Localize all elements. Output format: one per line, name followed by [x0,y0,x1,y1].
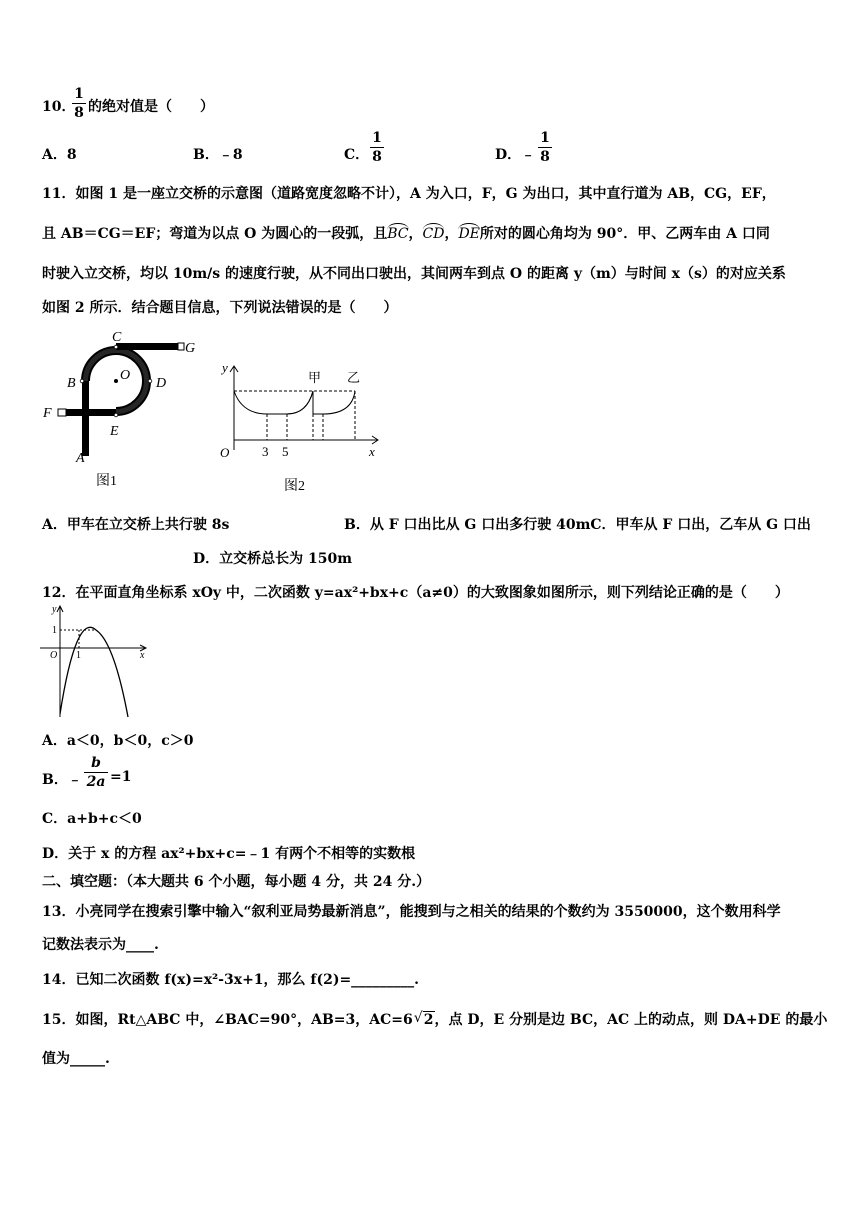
label-yi: 乙 [347,370,361,385]
label-c: C [112,330,122,345]
parabola-curve [60,627,128,717]
q15-line-1 [42,1009,827,1029]
label-a: A [76,451,85,466]
arc-bc: BC [387,226,409,242]
axis-label-x: x [140,650,145,661]
label-d: D [156,376,167,391]
q10-fraction [72,86,86,121]
tick-y-1: 1 [52,625,57,636]
q10-option-c-fraction [370,130,384,165]
q14-text: 14．已知二次函数 f(x)=x²-3x+1，那么 f(2)=_________. [42,972,420,988]
road-cg [116,343,178,350]
q12-option-d: D．关于 x 的方程 ax²+bx+c=﹣1 有两个不相等的实数根 [42,846,416,862]
q12-option-a: A．a＜0，b＜0，c＞0 [42,733,194,749]
figure-1-caption: 图1 [96,474,117,489]
tick-5: 5 [282,444,289,459]
separator: ， [408,226,423,242]
q11-option-a: A．甲车在立交桥上共行驶 8s [42,517,230,533]
figure-2-graph [212,358,392,498]
numerator: 1 [540,130,550,146]
q11-line-2-b: 所对的圆心角均为 90°．甲、乙两车由 A 口同 [479,226,770,242]
q10-option-d-fraction [538,130,552,165]
arc-de: DE [458,226,480,242]
fraction-bar [72,103,86,104]
label-b: B [67,376,76,391]
q10-option-b: B．﹣8 [193,147,243,163]
q11-line-2 [42,223,770,243]
label-g: G [185,341,196,356]
q15-line-2: 值为_____. [42,1051,110,1067]
numerator: 1 [372,130,382,146]
denominator: 8 [540,149,550,165]
q15-line-1-a: 15．如图，Rt△ABC 中，∠BAC=90°，AB=3，AC=6 [42,1012,413,1028]
fraction-bar [538,147,552,148]
numerator: b [91,755,101,771]
q10-option-a: A．8 [42,147,77,163]
label-f: F [43,406,52,421]
q12-option-b-label: B．﹣ [42,772,82,788]
q11-line-2-a: 且 AB＝CG＝EF；弯道为以点 O 为圆心的一段弧，且 [42,226,388,242]
q11-option-d: D．立交桥总长为 150m [193,551,353,567]
figure-1-interchange [36,325,206,495]
axis-label-y: y [52,604,57,615]
separator: ， [444,226,459,242]
road-ab [82,381,89,456]
fraction-bar [84,772,108,773]
q12-parabola-figure [36,602,156,720]
axis-label-y: y [222,360,228,375]
q10-numerator: 1 [74,86,84,102]
section-2-heading: 二、填空题：（本大题共 6 个小题，每小题 4 分，共 24 分.） [42,874,431,890]
q12-stem: 12．在平面直角坐标系 xOy 中，二次函数 y=ax²+bx+c（a≠0）的大致图象如图所示，则下列结论正确的是（ ） [42,585,789,601]
sqrt-symbol: √ 2 [413,1010,434,1028]
q12-option-b-fraction [84,755,108,790]
fraction-bar [370,147,384,148]
denominator: 2a [86,774,106,790]
tick-x-1: 1 [76,650,81,661]
sqrt-radicand: 2 [423,1012,434,1028]
axis-label-x: x [369,444,375,459]
q11-option-b-c: B．从 F 口出比从 G 口出多行驶 40mC．甲车从 F 口出，乙车从 G 口出 [344,517,811,533]
figure-2-caption: 图2 [284,479,305,494]
label-e: E [110,424,119,439]
q11-line-4: 如图 2 所示．结合题目信息，下列说法错误的是（ ） [42,300,398,316]
q12-option-b-tail: =1 [110,769,132,785]
label-o: O [120,368,131,383]
q13-line-2: 记数法表示为____. [42,937,159,953]
q10-number: 10． [42,99,76,115]
q15-line-1-b: ，点 D，E 分别是边 BC，AC 上的动点，则 DA+DE 的最小 [434,1012,828,1028]
origin-label: O [50,650,58,661]
q10-option-c-label: C． [344,147,370,163]
origin-label: O [220,445,230,460]
q10-denominator: 8 [74,105,84,121]
q10-stem: 的绝对值是（ ） [88,99,214,115]
q12-option-c: C．a+b+c＜0 [42,811,142,827]
q10-option-d-label: D．﹣ [495,147,536,163]
arc-cd: CD [422,226,445,242]
tick-3: 3 [262,444,269,459]
label-jia: 甲 [308,370,322,385]
q13-line-1: 13．小亮同学在搜索引擎中输入“叙利亚局势最新消息”，能搜到与之相关的结果的个数约为 3550000，这个数用科学 [42,904,781,920]
denominator: 8 [372,149,382,165]
road-ef [58,409,116,416]
q11-line-1: 11．如图 1 是一座立交桥的示意图（道路宽度忽略不计），A 为入口，F，G 为出口，其中直行道为 AB，CG，EF， [42,186,776,202]
curve-yi [313,391,355,414]
q11-line-3: 时驶入立交桥，均以 10m/s 的速度行驶，从不同出口驶出，其间两车到点 O 的距离 y（m）与时间 x（s）的对应关系 [42,266,786,282]
